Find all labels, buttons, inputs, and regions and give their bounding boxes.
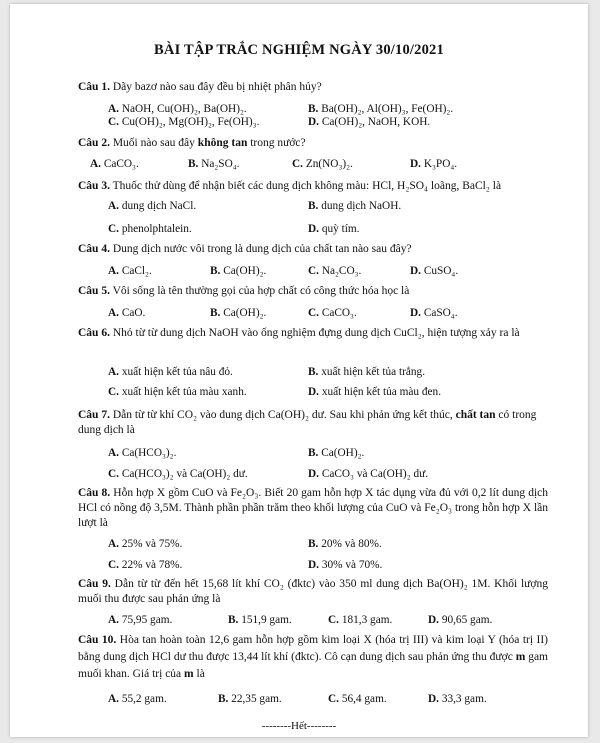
question-3 bbox=[78, 179, 548, 194]
option-b: B. Ca(OH)₂. bbox=[210, 265, 267, 277]
option-c: C. 56,4 gam. bbox=[328, 693, 387, 705]
question-5 bbox=[78, 284, 548, 299]
question-label: Câu 10. bbox=[78, 634, 117, 646]
question-label: Câu 1. bbox=[78, 81, 110, 93]
end-mark: --------Hết-------- bbox=[261, 720, 337, 732]
question-label: Câu 2. bbox=[78, 137, 110, 149]
option-a: A. 55,2 gam. bbox=[108, 693, 167, 705]
question-4 bbox=[78, 242, 548, 257]
option-b: B. Na₂SO₄. bbox=[188, 158, 240, 170]
option-a: A. 75,95 gam. bbox=[108, 614, 173, 626]
option-b: B. 20% và 80%. bbox=[308, 538, 382, 550]
option-b: B. xuất hiện kết tủa trắng. bbox=[308, 366, 426, 378]
document-page bbox=[10, 4, 588, 737]
question-9 bbox=[78, 577, 548, 607]
question-label: Câu 6. bbox=[78, 327, 110, 339]
option-a: A. dung dịch NaCl. bbox=[108, 200, 197, 212]
option-a: A. NaOH, Cu(OH)₂, Ba(OH)₂. bbox=[108, 103, 247, 115]
question-2: Câu 2. Muối nào sau đây không tan trong nước? bbox=[78, 137, 306, 149]
question-stem: Dung dịch nước vôi trong là dung dịch của chất tan nào sau đây? bbox=[112, 243, 412, 255]
question-stem: Hỗn hợp X gồm CuO và Fe₂O₃. Biết 20 gam hỗn hợp X tác dụng vừa đủ với 0,2 lít dung dịch HCl có nồng độ 3,5M. Thành phần phần trăm theo khối lượng của CuO và Fe₂O₃ trong hỗn hợp X lần lượt là bbox=[78, 487, 548, 529]
option-a: A. CaCl₂. bbox=[108, 265, 152, 277]
question-label: Câu 4. bbox=[78, 243, 110, 255]
option-b: B. 151,9 gam. bbox=[228, 614, 292, 626]
emphasis: m bbox=[184, 668, 194, 680]
option-d: D. CaCO₃ và Ca(OH)₂ dư. bbox=[308, 468, 429, 480]
option-d: D. CaSO₄. bbox=[410, 307, 458, 319]
option-c: C. xuất hiện kết tủa màu xanh. bbox=[108, 386, 247, 398]
option-d: D. CuSO₄. bbox=[410, 265, 459, 277]
option-c: C. phenolphtalein. bbox=[108, 223, 192, 235]
option-c: C. Zn(NO₃)₂. bbox=[292, 158, 353, 170]
option-b: B. 22,35 gam. bbox=[218, 693, 282, 705]
option-a: A. Ca(HCO₃)₂. bbox=[108, 447, 177, 459]
option-d: D. 30% và 70%. bbox=[308, 559, 383, 571]
option-b: B. Ca(OH)₂. bbox=[210, 307, 267, 319]
question-stem: Nhỏ từ từ dung dịch NaOH vào ống nghiệm đựng dung dịch CuCl₂, hiện tượng xảy ra là bbox=[112, 327, 520, 339]
question-stem: Thuốc thử dùng để nhận biết các dung dịch không màu: HCl, H₂SO₄ loãng, BaCl₂ là bbox=[112, 180, 502, 192]
question-label: Câu 7. bbox=[78, 409, 110, 421]
option-c: C. CaCO₃. bbox=[308, 307, 357, 319]
option-c: C. 181,3 gam. bbox=[328, 614, 393, 626]
option-d: D. 33,3 gam. bbox=[428, 693, 487, 705]
option-b: B. dung dịch NaOH. bbox=[308, 200, 402, 212]
question-label: Câu 9. bbox=[78, 578, 111, 590]
question-8 bbox=[78, 486, 548, 531]
option-c: C. Ca(HCO₃)₂ và Ca(OH)₂ dư. bbox=[108, 468, 248, 480]
question-10: Câu 10. Hòa tan hoàn toàn 12,6 gam hỗn hợp gồm kim loại X (hóa trị III) và kim loại Y (hóa trị II) bằng dung dịch HCl dư thu được 13,44 lít khí (đktc). Cô cạn dung dịch sau phản ứng thu được m gam muối khan. Giá trị của m là bbox=[78, 634, 549, 680]
option-b: B. Ca(OH)₂. bbox=[308, 447, 365, 459]
option-a: A. CaO. bbox=[108, 307, 146, 319]
emphasis: không tan bbox=[197, 137, 248, 149]
question-label: Câu 5. bbox=[78, 285, 110, 297]
question-stem: Dẫn từ từ đến hết 15,68 lít khí CO₂ (đktc) vào 350 ml dung dịch Ba(OH)₂ 1M. Khối lượng muối thu được sau phản ứng là bbox=[78, 578, 548, 605]
option-c: C. 22% và 78%. bbox=[108, 559, 183, 571]
option-d: D. quỳ tím. bbox=[308, 223, 360, 235]
question-label: Câu 3. bbox=[78, 180, 110, 192]
option-d: D. xuất hiện kết tủa màu đen. bbox=[308, 386, 442, 398]
question-stem: Dãy bazơ nào sau đây đều bị nhiệt phân hủy? bbox=[112, 81, 322, 93]
emphasis: m bbox=[515, 651, 526, 663]
option-a: A. xuất hiện kết tủa nâu đỏ. bbox=[108, 366, 233, 378]
option-a: A. CaCO₃. bbox=[90, 158, 139, 170]
option-d: D. K₃PO₄. bbox=[410, 158, 458, 170]
option-c: C. Na₂CO₃. bbox=[308, 265, 362, 277]
option-c: C. Cu(OH)₂, Mg(OH)₂, Fe(OH)₃. bbox=[108, 116, 260, 128]
question-6 bbox=[78, 326, 548, 341]
question-label: Câu 8. bbox=[78, 487, 111, 499]
option-a: A. 25% và 75%. bbox=[108, 538, 183, 550]
page-title: BÀI TẬP TRẮC NGHIỆM NGÀY 30/10/2021 bbox=[154, 42, 444, 58]
option-d: D. 90,65 gam. bbox=[428, 614, 493, 626]
question-7: Câu 7. Dẫn từ từ khí CO₂ vào dung dịch Ca(OH)₂ dư. Sau khi phản ứng kết thúc, chất tan có trong dung dịch là bbox=[78, 409, 537, 436]
question-stem: Vôi sống là tên thường gọi của hợp chất có công thức hóa học là bbox=[112, 285, 410, 297]
option-b: B. Ba(OH)₂, Al(OH)₃, Fe(OH)₂. bbox=[308, 103, 454, 115]
emphasis: chất tan bbox=[455, 409, 496, 421]
option-d: D. Ca(OH)₂, NaOH, KOH. bbox=[308, 116, 431, 128]
question-1 bbox=[78, 80, 548, 95]
